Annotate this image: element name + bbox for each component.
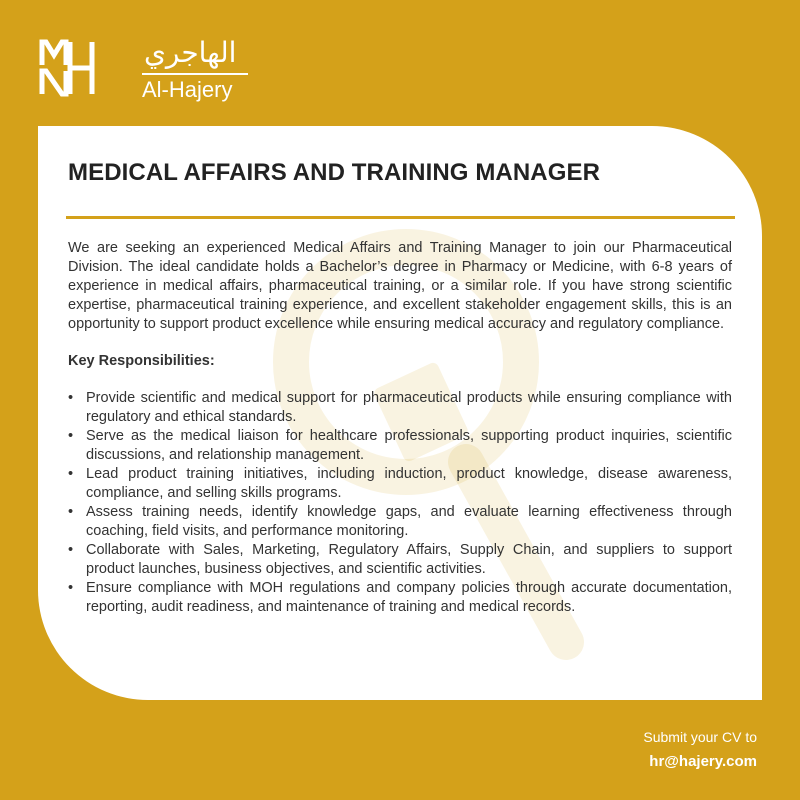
list-item: • Provide scientific and medical support for pharmaceutical products while ensuring compliance with regulatory and ethical standards. <box>68 390 732 425</box>
list-item: • Collaborate with Sales, Marketing, Regulatory Affairs, Supply Chain, and suppliers to support product launches, business objectives, and scientific activities. <box>68 542 732 577</box>
list-item: • Lead product training initiatives, including induction, product knowledge, disease awareness, compliance, and selling skills programs. <box>68 466 732 501</box>
brand-latin-name: Al-Hajery <box>142 77 233 102</box>
responsibilities-heading: Key Responsibilities: <box>68 353 215 369</box>
job-card <box>38 126 762 700</box>
bullet-icon: • <box>68 428 74 444</box>
contact-email-link[interactable]: hr@hajery.com <box>649 753 757 770</box>
logo-divider <box>142 73 248 75</box>
bullet-icon: • <box>68 580 74 596</box>
title-divider <box>66 216 735 219</box>
company-logo <box>38 36 237 102</box>
job-intro: We are seeking an experienced Medical Affairs and Training Manager to join our Pharmaceutical Division. The ideal candidate holds a Bachelor’s degree in Pharmacy or Medicine, with 6-8 years of experience in medical affairs, pharmaceutical training, or a similar role. If you have strong scientific expertise, pharmaceutical training experience, and excellent stakeholder engagement skills, this is an opportunity to support product excellence while ensuring medical accuracy and regulatory compliance. <box>68 240 732 332</box>
job-title: MEDICAL AFFAIRS AND TRAINING MANAGER <box>68 159 601 186</box>
responsibilities-list <box>68 389 732 617</box>
brand-arabic-name: الهاجري <box>144 36 237 69</box>
bullet-icon: • <box>68 504 74 520</box>
bullet-icon: • <box>68 542 74 558</box>
list-item: • Ensure compliance with MOH regulations and company policies through accurate documentation, reporting, audit readiness, and maintenance of training and medical records. <box>68 580 732 615</box>
job-description <box>68 239 732 617</box>
bullet-icon: • <box>68 390 74 406</box>
footer-contact <box>643 728 757 771</box>
cv-submit-label: Submit your CV to <box>643 729 757 745</box>
list-item: • Assess training needs, identify knowledge gaps, and evaluate learning effectiveness through coaching, field visits, and performance monitoring. <box>68 504 732 539</box>
mhn-monogram-icon <box>38 38 96 98</box>
bullet-icon: • <box>68 466 74 482</box>
list-item: • Serve as the medical liaison for healthcare professionals, supporting product inquiries, scientific discussions, and relationship management. <box>68 428 732 463</box>
